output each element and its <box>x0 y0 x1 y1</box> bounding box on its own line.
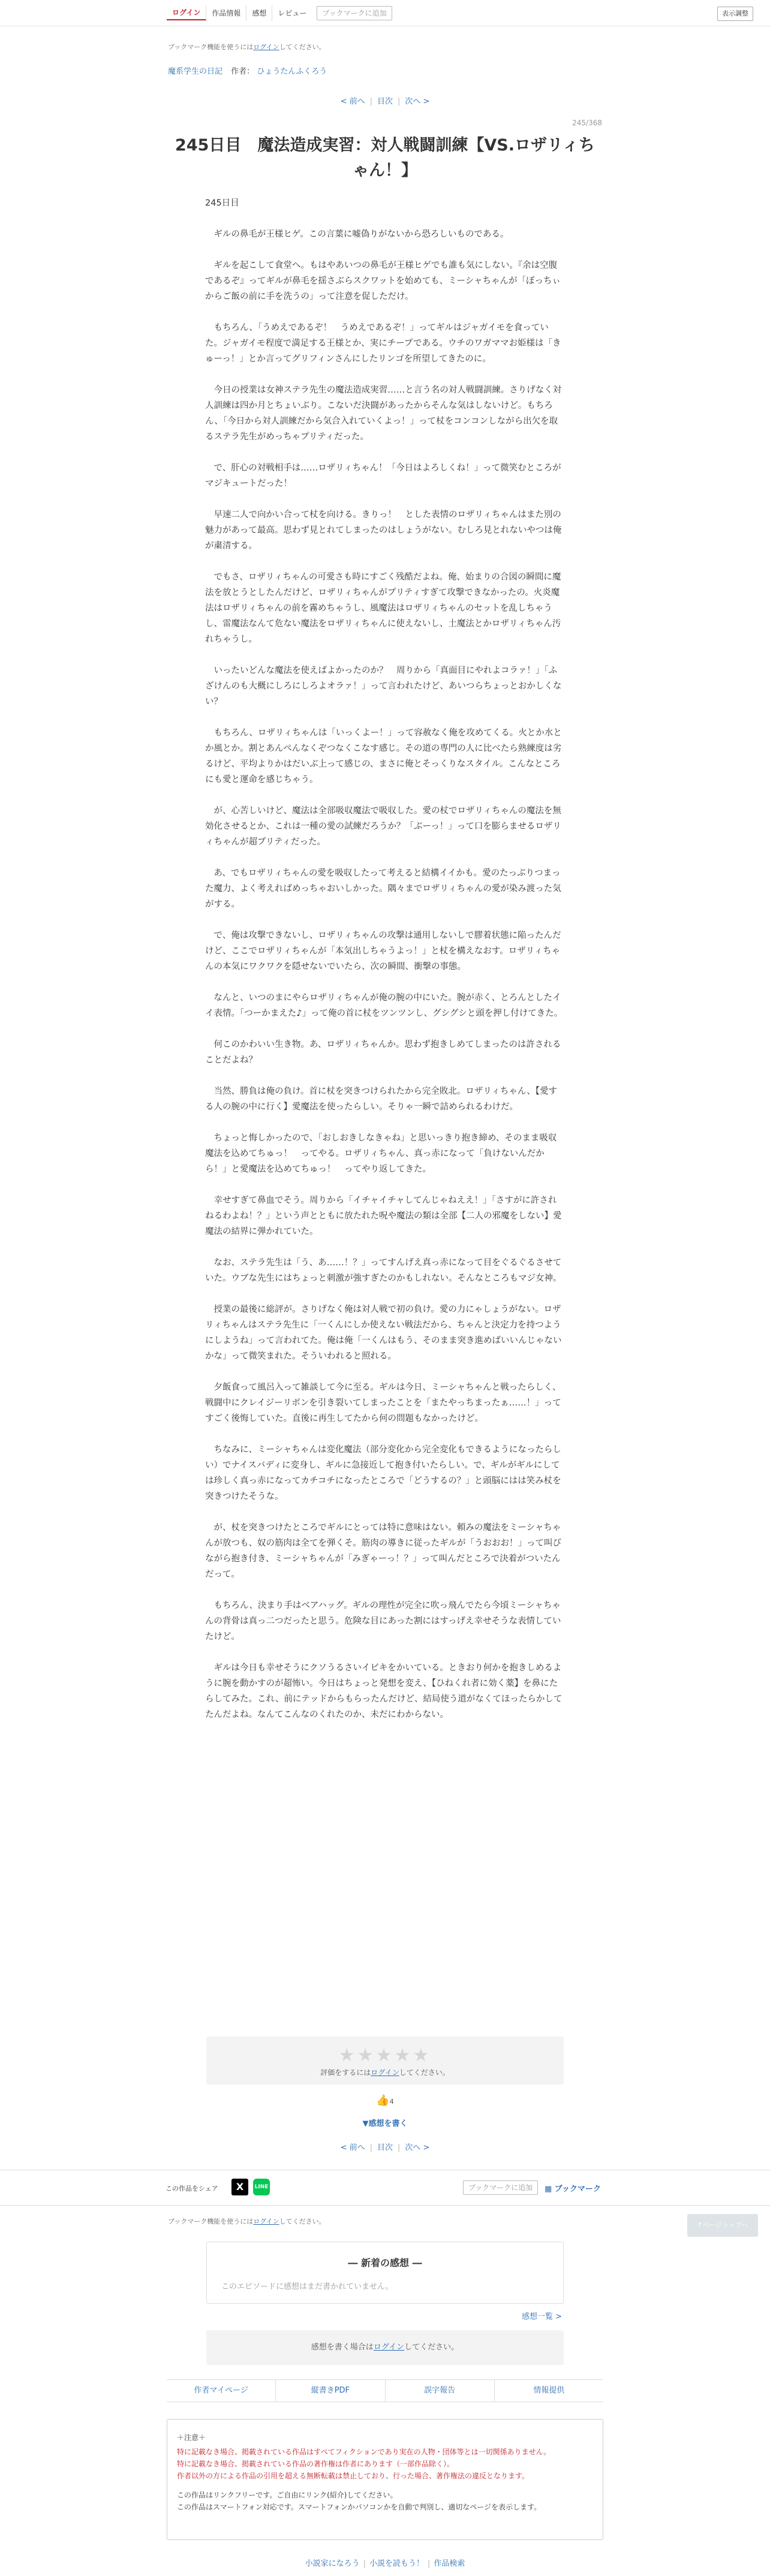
body-paragraph: ちなみに、ミーシャちゃんは変化魔法（部分変化から完全変化もできるようになったらしい）でナイスバディに変身し、ギルに急接近して抱き付いたらしい。で、ギルがギルにしては珍しく真っ赤になってカチコチになったところで「どうするの？」と頭脳にはは笑み杖を突きつけたそうな。 <box>205 1445 561 1501</box>
star-icon[interactable]: ★ <box>394 2045 413 2066</box>
bookmark-note2-text-2: してください。 <box>279 2218 326 2225</box>
rating-login-link[interactable]: ログイン <box>371 2068 399 2077</box>
body-paragraph: ギルを起こして食堂へ。もはやあいつの鼻毛が王様ヒゲでも誰も気にしない。『余は空腹であるぞ』ってギルが鼻毛を揺さぶらスクワットを始めても、ミーシャちゃんが「ぼっちぃからご飯の前に手を洗うの」って注意を促しただけ。 <box>205 261 561 301</box>
series-title-link[interactable]: 魔系学生の日記 <box>168 67 223 76</box>
write-login-link[interactable]: ログイン <box>373 2343 405 2352</box>
bookmark-link[interactable]: ▦ ブックマーク <box>545 2185 601 2194</box>
write-kansou-link[interactable]: ▼感想を書く <box>362 2119 408 2128</box>
body-paragraph: いったいどんな魔法を使えばよかったのか？ 周りから「真面目にやれよコラァ！」「ふざけんのも大概にしろにしろよオラァ！」って言われたけど、あいつらちょっとおかしくない？ <box>205 666 562 707</box>
reviews-list-link[interactable]: 感想一覧 > <box>522 2312 563 2321</box>
display-settings-button[interactable]: 表示調整 <box>717 7 753 21</box>
author-label: 作者： <box>231 67 255 76</box>
body-paragraph: 授業の最後に総評が。さりげなく俺は対人戦で初の負け。愛の力にゃしょうがない。ロザリィちゃんはステラ先生に「一くんにしか使えない戦法だから、ちゃんと決定力を持つようにしようね」って言われてた。俺は俺「一くんはもう、そのまま突き進めばいいんじゃないかな」って微笑まれた。そういわれると照れる。 <box>205 1305 562 1361</box>
typo-report-link[interactable]: 誤字報告 <box>386 2380 495 2402</box>
rating-note <box>206 2067 564 2077</box>
add-bookmark-button[interactable]: ブックマークに追加 <box>317 6 392 20</box>
review-tab[interactable]: レビュー <box>278 9 307 17</box>
search-link[interactable]: 作品検索 <box>434 2559 465 2568</box>
notice-heading: ＋注意＋ <box>177 2433 206 2442</box>
body-paragraph: でもさ、ロザリィちゃんの可愛さも時にすごく残酷だよね。俺、始まりの合図の瞬間に魔法を放とうとしたんだけど、ロザリィちゃんがプリティすぎて攻撃できなかったの。火炎魔法はロザリィちゃんの前を霧めちゃうし、風魔法はロザリィちゃんのセットを乱しちゃうし、雷魔法なんて危ない魔法をロザリィちゃんに使えないし、土魔法とかロザリィちゃん汚れちゃうし。 <box>205 572 561 644</box>
login-tab[interactable]: ログイン <box>167 6 206 20</box>
top-bar <box>0 0 770 26</box>
write-note-text-2: してください。 <box>404 2343 459 2352</box>
body-paragraph: あ、でもロザリィちゃんの愛を吸収したって考えると結構イイかも。愛のたっぷりつまった魔力、よく考えればめっちゃおいしかった。隅々までロザリィちゃんの愛が染み渡った気がする。 <box>205 868 561 909</box>
author-mypage-link[interactable]: 作者マイページ <box>167 2380 276 2402</box>
reviews-heading: ― 新着の感想 ― <box>348 2257 422 2269</box>
body-paragraph: なんと、いつのまにやらロザリィちゃんが俺の腕の中にいた。腕が赤く、とろんとしたイイ表情。「つーかまえた♪」って俺の首に杖をツンツンし、グシグシと頭を押し付けてきた。 <box>205 993 563 1018</box>
line-share-icon[interactable]: LINE <box>253 2179 270 2195</box>
notice-red-line: 特に記載なき場合、掲載されている作品はすべてフィクションであり実在の人物・団体等とは一切関係ありません。 <box>177 2448 551 2456</box>
bookmark-login-link-2[interactable]: ログイン <box>253 2218 279 2225</box>
body-paragraph: もちろん、決まり手はベアハッグ。ギルの理性が完全に吹っ飛んでたら今頃ミーシャちゃんの背骨は真っ二つだったと思う。危険な目にあった割にはすっげえ幸せそうな表情していたけど。 <box>205 1601 561 1642</box>
vertical-pdf-link[interactable]: 縦書きPDF <box>276 2380 385 2402</box>
bookmark-note <box>168 42 602 52</box>
body-paragraph: ちょっと悔しかったので、「おしおきしなきゃね」と思いっきり抱き締め、そのまま吸収魔法を込めてちゅっ！ ってやる。ロザリィちゃん、真っ赤になって「負けないんだから！」と愛魔法を込めてちゅっ！ ってやり返してきた。 <box>205 1133 557 1174</box>
body-paragraph: で、俺は攻撃できないし、ロザリィちゃんの攻撃は通用しないしで膠着状態に陥ったんだけど、ここでロザリィちゃんが「本気出しちゃうよっ！」と杖を構えなおす。ロザリィちゃんの本気にワクワクを隠せないでいたら、次の瞬間、衝撃の事態。 <box>205 931 561 972</box>
share-label: この作品をシェア <box>166 2185 218 2192</box>
good-count: 4 <box>389 2098 394 2106</box>
bookmark-note-2 <box>168 2216 602 2226</box>
x-share-icon[interactable]: X <box>231 2179 248 2195</box>
body-paragraph: 幸せすぎて鼻血でそう。周りから「イチャイチャしてんじゃねええ！」「さすがに許されねるわよね！？」という声とともに放たれた呪や魔法の類は全部【二人の邪魔をしない】愛魔法の結界に弾かれていた。 <box>205 1196 562 1236</box>
star-icon[interactable]: ★ <box>375 2045 395 2066</box>
body-paragraph: 何このかわいい生き物。あ、ロザリィちゃんか。思わず抱きしめてしまったのは許されることだよね？ <box>205 1040 561 1065</box>
body-paragraph: 早速二人で向かい合って杖を向ける。きりっ！ とした表情のロザリィちゃんはまた別の魅力があって最高。思わず見とれてしまったのはしょうがない。むしろ見とれないやつは俺が粛清する。 <box>205 510 562 551</box>
page-number: 245/368 <box>572 119 602 127</box>
notice-red-line: 特に記載なき場合、掲載されている作品の著作権は作者にあります（一部作品除く）。 <box>177 2460 455 2468</box>
episode-title: 245日目 魔法造成実習：対人戦闘訓練【VS.ロザリィちゃん！】 <box>175 136 595 180</box>
body-paragraph: 当然、勝負は俺の負け。首に杖を突きつけられたから完全敗北。ロザリィちゃん、【愛する人の腕の中に行く】愛魔法を使ったらしい。そりゃ一瞬で詰められるわけだ。 <box>205 1087 557 1112</box>
reviews-box <box>206 2242 564 2304</box>
body-paragraph: もちろん、「うめえであるぞ！ うめえであるぞ！」ってギルはジャガイモを食っていた。ジャガイモ程度で満足する王様とか、実にチープである。ウチのワガママお姫様は「きゅーっ！」とか言ってグリフィンさんにしたリンゴを所望してきたのに。 <box>205 323 561 364</box>
info-provide-link[interactable]: 情報提供 <box>533 2386 565 2395</box>
bookmark-note-text-2: してください。 <box>279 43 326 51</box>
notice-line: この作品はリンクフリーです。ご自由にリンク(紹介)してください。 <box>177 2491 398 2499</box>
bookmark-note-text: ブックマーク機能を使うには <box>168 43 254 51</box>
toc-link[interactable]: 目次 <box>377 97 393 106</box>
yomou-link[interactable]: 小説を読もう！ <box>369 2559 424 2568</box>
episode-body <box>205 195 565 1738</box>
bottom-links: 小説家になろう | 小説を読もう！ | 作品検索 <box>305 2559 465 2568</box>
body-paragraph: もちろん、ロザリィちゃんは「いっくよー！」って容赦なく俺を攻めてくる。火とか水とか風とか。割とあんぺんなくぞつなくこなす感じ。その道の専門の人に比べたら熟練度は劣るけど、平均よりかはだいぶ上って感じの、まさに俺とそっくりなスタイル。こんなところにも愛と運命を感じちゃう。 <box>205 728 562 785</box>
star-icon[interactable]: ★ <box>357 2045 376 2066</box>
narou-link[interactable]: 小説家になろう <box>305 2559 360 2568</box>
body-paragraph: 夕飯食って風呂入って雑談して今に至る。ギルは今日、ミーシャちゃんと戦ったらしく、戦闘中にクレイジーリボンを引き裂いてしまったことを「またやっちまったぁ……！」ってすごく後悔していた。直後に再生してたから何の問題もなかったけど。 <box>205 1383 561 1423</box>
bookmark-note2-text: ブックマーク機能を使うには <box>168 2218 254 2225</box>
work-info-tab[interactable]: 作品情報 <box>206 5 246 21</box>
prev-link-bottom[interactable]: < 前へ <box>340 2143 365 2152</box>
body-paragraph: なお、ステラ先生は「う、あ……！？」ってすんげえ真っ赤になって目をぐるぐるさせていた。ウブな先生にはちょっと刺激が強すぎたのかもしれない。そんなところもマジ女神。 <box>205 1258 562 1283</box>
notice-red-line: 作者以外の方による作品の引用を超える無断転載は禁止しており、行った場合、著作権法の違反となります。 <box>177 2472 530 2480</box>
next-link[interactable]: 次へ > <box>405 97 430 106</box>
prev-link[interactable]: < 前へ <box>340 97 365 106</box>
rating-note-text-2: してください。 <box>399 2068 450 2077</box>
share-band <box>0 2170 770 2206</box>
body-paragraph: が、心苦しいけど、魔法は全部吸収魔法で吸収した。愛の杖でロザリィちゃんの魔法を無効化させるとか、これは一種の愛の試練だろうか？「ぶーっ！」って口を膨らませるロザリィちゃんが超プリティだった。 <box>205 806 561 847</box>
breadcrumb <box>168 65 602 76</box>
rating-box <box>206 2037 564 2085</box>
reviews-empty-text: このエピソードに感想はまだ書かれていません。 <box>221 2282 393 2291</box>
pager-top: < 前へ | 目次 | 次へ > <box>340 97 430 106</box>
toc-link-bottom[interactable]: 目次 <box>377 2143 393 2152</box>
page-top-button[interactable]: ↑ページトップへ <box>687 2214 758 2237</box>
body-paragraph: ギルの鼻毛が王様ヒゲ。この言葉に嘘偽りがないから恐ろしいものである。 <box>205 230 509 239</box>
rating-stars <box>206 2037 564 2066</box>
top-nav <box>167 5 392 21</box>
body-paragraph: で、肝心の対戦相手は……ロザリィちゃん！「今日はよろしくね！」って微笑むところがマジキュートだった！ <box>205 463 561 488</box>
star-icon[interactable]: ★ <box>338 2045 357 2066</box>
good-button[interactable] <box>366 2094 404 2107</box>
body-paragraph: 今日の授業は女神ステラ先生の魔法造成実習……と言う名の対人戦闘訓練。さりげなく対人訓練は四か月とちょいぶり。こないだ決闘があったからそんな気はしないけど。もちろん、「今日から対人訓練だから気合入れていくよっ！」って杖をコンコンしながら出欠を取るステラ先生がめっちゃプリティだった。 <box>205 385 562 442</box>
write-note-text: 感想を書く場合は <box>311 2343 374 2352</box>
next-link-bottom[interactable]: 次へ > <box>405 2143 430 2152</box>
bookmark-login-link[interactable]: ログイン <box>253 43 279 51</box>
notice-line: この作品はスマートフォン対応です。スマートフォンかパソコンかを自動で判別し、適切なページを表示します。 <box>177 2503 542 2511</box>
rating-note-text: 評価をするには <box>320 2068 371 2077</box>
kansou-tab[interactable]: 感想 <box>246 5 272 21</box>
thumbs-up-icon: 👍 <box>376 2094 390 2107</box>
body-paragraph: ギルは今日も幸せそうにクソうるさいイビキをかいている。ときおり何かを抱きしめるように腕を動かすのが超怖い。今日はちょっと発想を変え、【ひねくれ者に効く薬】を鼻にたらしてみた。これ、前にテッドからもらったんだけど、結局使う道がなくてほったらかしてたんだよね。なんてこんなのくれたのか、未だにわからない。 <box>205 1663 563 1720</box>
star-icon[interactable]: ★ <box>413 2045 432 2066</box>
add-bookmark-button-2[interactable]: ブックマークに追加 <box>463 2180 538 2195</box>
pager-bottom: < 前へ | 目次 | 次へ > <box>340 2143 430 2152</box>
write-kansou-box <box>206 2330 564 2365</box>
footer-menu <box>167 2379 603 2402</box>
body-paragraph: が、杖を突きつけたところでギルにとっては特に意味はない。頼みの魔法をミーシャちゃんが放つも、奴の筋肉は全てを弾くそ。筋肉の導きに従ったギルが「うおおお！」って叫びながら抱き付き、ミーシャちゃんが「みぎゃーっ！？」って叫んだところで決着がついたんだって。 <box>205 1523 562 1579</box>
body-paragraph: 245日目 <box>205 198 239 208</box>
notice-box <box>167 2419 603 2540</box>
author-link[interactable]: ひょうたんふくろう <box>257 67 327 76</box>
